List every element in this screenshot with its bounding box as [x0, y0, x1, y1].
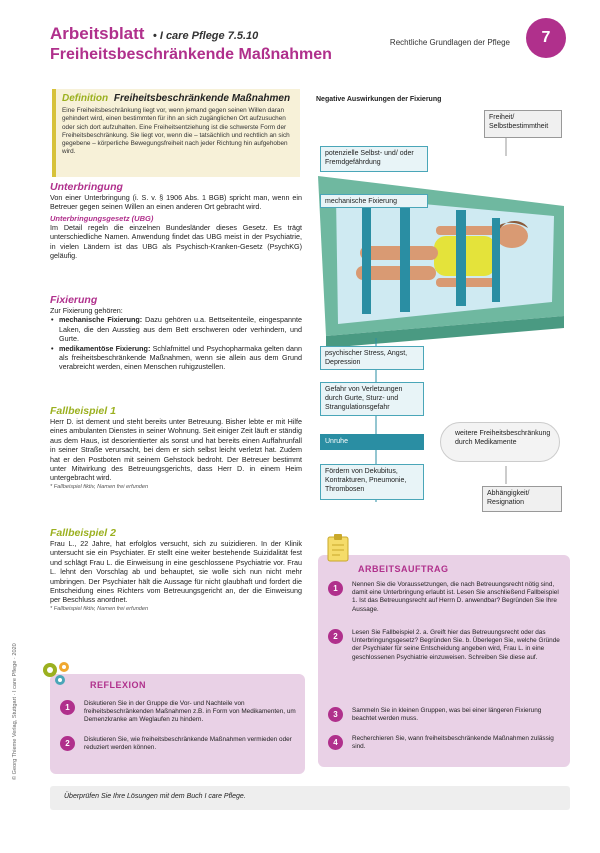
task-text: Nennen Sie die Voraussetzungen, die nach Betreuungsrecht nötig sind, damit eine Unterbringung erlaubt ist. Lesen Sie anschließend Fallbeispiel 1. Ist das Betreuungsrecht auf Herrn D. anwendbar? Begründen Sie Ihre Aussage.	[352, 581, 559, 613]
fixierung-list	[50, 315, 302, 371]
page-header	[50, 24, 570, 74]
auftrag-task	[328, 735, 562, 751]
strap-legs	[400, 206, 410, 312]
fixierung-intro: Zur Fixierung gehören:	[50, 306, 123, 315]
reflexion-task	[60, 736, 297, 752]
definition-term: Freiheitsbeschränkende Maßnahmen	[113, 93, 291, 104]
task-text: Recherchieren Sie, wann freiheitsbeschränkende Maßnahmen zulässig sind.	[352, 735, 554, 751]
task-text: Sammeln Sie in kleinen Gruppen, was bei einer längeren Fixierung beachtet werden muss.	[352, 707, 542, 723]
box-stress: psychischer Stress, Angst, Depression	[320, 346, 424, 370]
auftrag-task	[328, 629, 562, 662]
task-text: Lesen Sie Fallbeispiel 2. a. Greift hier das Betreuungsrecht oder das Unterbringungsgesetz? Begründen Sie. b. Überlegen Sie, welche Gründe der Psychiater für seine Entscheidung angeben wird, Frau L. in eine geschlossenen Psychiatrie einzuweisen. Schreiben Sie diese auf.	[352, 629, 560, 661]
task-text: Diskutieren Sie, wie freiheitsbeschränkende Maßnahmen vermieden oder reduziert werden können.	[84, 736, 292, 752]
cloud-medikamente: weitere Freiheitsbeschränkung durch Medikamente	[440, 422, 560, 462]
fixierung-heading: Fixierung	[50, 294, 98, 306]
definition-label: Definition	[62, 93, 109, 104]
task-number: 2	[60, 736, 75, 751]
clipboard-icon	[326, 533, 352, 563]
arbeitsauftrag-heading: ARBEITSAUFTRAG	[358, 564, 449, 574]
box-gefaehrdung: potenzielle Selbst- und/ oder Fremdgefährdung	[320, 146, 428, 172]
definition-box	[52, 89, 300, 177]
chapter-label: Rechtliche Grundlagen der Pflege	[389, 38, 510, 47]
ubg-heading: Unterbringungsgesetz (UBG)	[50, 213, 154, 223]
box-mechanische-fixierung: mechanische Fixierung	[320, 194, 428, 208]
definition-text: Eine Freiheitsbeschränkung liegt vor, wenn jemand gegen seinen Willen daran gehindert wird, einen bestimmten für ihn an sich zugänglichen Ort aufzusuchen oder sich dort aufzuhalten. Eine Freiheitsentziehung ist die schwerste Form der Freiheitsbeschränkung. Sie liegt vor, wenn die – tatsächlich und rechtlich an sich gegebene – körperliche Bewegungsfreiheit nach jeder Richtung hin aufgehoben wird.	[62, 107, 290, 156]
box-verletzungen: Gefahr von Verletzungen durch Gurte, Sturz- und Strangulationsgefahr	[320, 382, 424, 416]
fallbeispiel-2	[50, 527, 302, 612]
task-number: 1	[328, 581, 343, 596]
task-number: 3	[328, 707, 343, 722]
box-freiheit: Freiheit/ Selbstbestimmtheit	[484, 110, 562, 138]
copyright-note: © Georg Thieme Verlag, Stuttgart · I care Pflege · 2020	[12, 643, 18, 780]
task-number: 4	[328, 735, 343, 750]
auftrag-task	[328, 581, 562, 614]
fall2-note: * Fallbeispiel fiktiv, Namen frei erfunden	[50, 605, 149, 612]
reflexion-task	[60, 700, 297, 725]
leg-upper-shape	[360, 246, 438, 260]
task-number: 1	[60, 700, 75, 715]
unterbringung-heading: Unterbringung	[50, 181, 123, 193]
strap-chest	[456, 210, 466, 306]
box-abhaengigkeit: Abhängigkeit/ Resignation	[482, 486, 562, 512]
ubg-text: Im Detail regeln die einzelnen Bundesländer dieses Gesetz. Es trägt unterschiedliche Namen. Anwendung findet das UBG meist in der Psychiatrie, in vielen Ländern ist das UBG als Psychisch-Kranken-Gesetz (PsychKG) geläufig.	[50, 222, 302, 261]
fallbeispiel-1	[50, 405, 302, 490]
page-subtitle: Freiheitsbeschränkende Maßnahmen	[50, 46, 332, 63]
task-number: 2	[328, 629, 343, 644]
page-title: Arbeitsblatt	[50, 24, 145, 43]
unterbringung-text: Von einer Unterbringung (i. S. v. § 1906 Abs. 1 BGB) spricht man, wenn ein Betreuer gegen seinen Willen an einen anderen Ort gebracht wird.	[50, 193, 302, 212]
series-label: • I care Pflege 7.5.10	[152, 30, 259, 42]
figure-caption: Negative Auswirkungen der Fixierung	[316, 96, 442, 103]
strap-feet	[362, 202, 371, 314]
fall2-text: Frau L., 22 Jahre, hat erfolglos versucht, sich zu suizidieren. In der Klinik untersucht sie ein Psychiater. Er stellt eine weiter bestehende Suizidalität fest und schlägt Frau L. die Einweisung in eine geschlossene Psychiatrie vor. Frau L. lehnt den Vorschlag ab und behauptet, sie wolle sich nun nicht mehr umbringen. Der Psychiater hält die Aussage für nicht glaubhaft und fordert die Entscheidung eines Richters vom Betreuungsgericht an, der die Einweisung per Beschluss anordnet.	[50, 539, 302, 605]
task-text: Diskutieren Sie in der Gruppe die Vor- und Nachteile von freiheitsbeschränkenden Maßnahmen z.B. in Form von Medikamenten, um Demenzkranke am Weglaufen zu hindern.	[84, 700, 296, 724]
list-item: • medikamentöse Fixierung: Schlafmittel und Psychopharmaka gelten dann als freiheitsbeschränkende Maßnahmen, wenn sie allein aus dem Grund verabreicht werden, einen Menschen ruhigzustellen.	[50, 344, 302, 372]
reflexion-panel	[50, 674, 305, 774]
fall1-text: Herr D. ist dement und steht bereits unter Betreuung. Bisher lebte er mit Hilfe eines ambulanten Dienstes in seiner Wohnung. Seit einiger Zeit läuft er ständig aus dem Haus, ist desorientierter als sonst und hat bereits einen Auffahrunfall in seiner Straße verursacht, bei dem er sich selbst leicht verletzt hat. Zudem hat er den Postboten mit seinem Gehstock bedroht. Der Betreuer bestimmt unter Mitwirkung des Betreuungsgerichts, dass Herr D. in einem Heim untergebracht wird.	[50, 417, 302, 483]
arbeitsauftrag-panel	[318, 555, 570, 767]
box-unruhe: Unruhe	[320, 434, 424, 450]
reflexion-heading: REFLEXION	[90, 680, 147, 690]
gears-icon	[40, 658, 74, 688]
unterbringung-section	[50, 181, 302, 260]
fixierung-figure	[316, 106, 566, 518]
fall1-heading: Fallbeispiel 1	[50, 405, 116, 417]
definition-heading	[62, 93, 294, 104]
fall2-heading: Fallbeispiel 2	[50, 527, 116, 539]
fixierung-section	[50, 294, 302, 372]
box-dekubitus: Fördern von Dekubitus, Kontrakturen, Pneumonie, Thrombosen	[320, 464, 424, 500]
auftrag-task	[328, 707, 562, 723]
fall1-note: * Fallbeispiel fiktiv, Namen frei erfunden	[50, 483, 149, 490]
footer-bar: Überprüfen Sie Ihre Lösungen mit dem Buch I care Pflege.	[50, 786, 570, 810]
strap-arm	[492, 218, 500, 302]
list-item: • mechanische Fixierung: Dazu gehören u.a. Bettseitenteile, eingespannte Laken, die den Ausstieg aus dem Bett erschweren oder verhindern, und Gurte.	[50, 315, 302, 343]
page-number-badge: 7	[526, 18, 566, 58]
